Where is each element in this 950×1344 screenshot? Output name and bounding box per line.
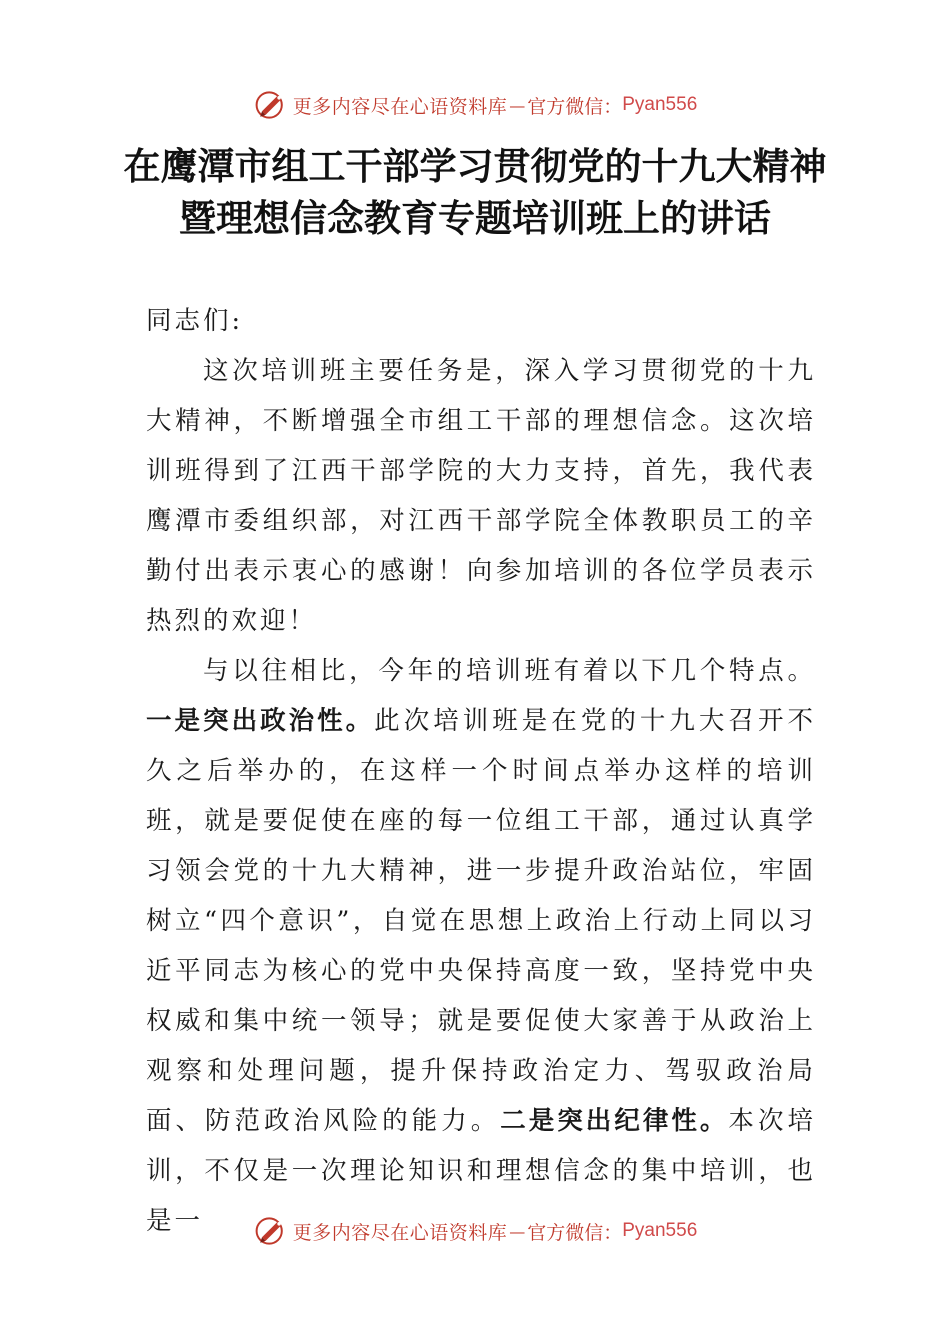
paragraph-2 xyxy=(146,646,816,1246)
document-title xyxy=(0,140,950,244)
salutation: 同志们: xyxy=(146,306,244,336)
watermark-text: 更多内容尽在心语资料库 xyxy=(292,1221,508,1244)
document-body xyxy=(146,296,816,1246)
watermark-wechat-id: Pyan556 xyxy=(622,1220,698,1241)
watermark-separator: — xyxy=(509,1221,526,1241)
pen-logo-icon xyxy=(253,87,289,123)
title-line-2: 暨理想信念教育专题培训班上的讲话 xyxy=(179,196,771,240)
watermark-text: 更多内容尽在心语资料库 xyxy=(292,95,508,118)
header-watermark xyxy=(0,85,950,125)
watermark-wechat-label: 官方微信： xyxy=(527,95,623,118)
title-line-1: 在鹰潭市组工干部学习贯彻党的十九大精神 xyxy=(123,144,827,188)
pen-logo-icon xyxy=(253,1213,289,1249)
point-2-text: 本次培训，不仅是一次理论知识和理想信念的集中培训，也是一 xyxy=(146,1106,816,1236)
point-1-heading: 一是突出政治性。 xyxy=(146,706,375,736)
watermark-wechat-id: Pyan556 xyxy=(622,94,698,115)
point-2-heading: 二是突出纪律性。 xyxy=(500,1106,729,1136)
watermark-wechat-label: 官方微信： xyxy=(527,1221,623,1244)
paragraph-2-intro: 与以往相比，今年的培训班有着以下几个特点。 xyxy=(203,656,816,686)
watermark-separator: — xyxy=(509,95,526,115)
footer-watermark xyxy=(0,1211,950,1251)
point-1-text: 此次培训班是在党的十九大召开不久之后举办的，在这样一个时间点举办这样的培训班，就是要促使在座的每一位组工干部，通过认真学习领会党的十九大精神，进一步提升政治站位，牢固树立“四个意识”，自觉在思想上政治上行动上同以习近平同志为核心的党中央保持高度一致，坚持党中央权威和集中统一领导；就是要促使大家善于从政治上观察和处理问题，提升保持政治定力、驾驭政治局面、防范政治风险的能力。 xyxy=(146,706,816,1136)
paragraph-1: 这次培训班主要任务是，深入学习贯彻党的十九大精神，不断增强全市组工干部的理想信念。这次培训班得到了江西干部学院的大力支持，首先，我代表鹰潭市委组织部，对江西干部学院全体教职员工的辛勤付出表示衷心的感谢！向参加培训的各位学员表示热烈的欢迎！ xyxy=(146,356,816,636)
